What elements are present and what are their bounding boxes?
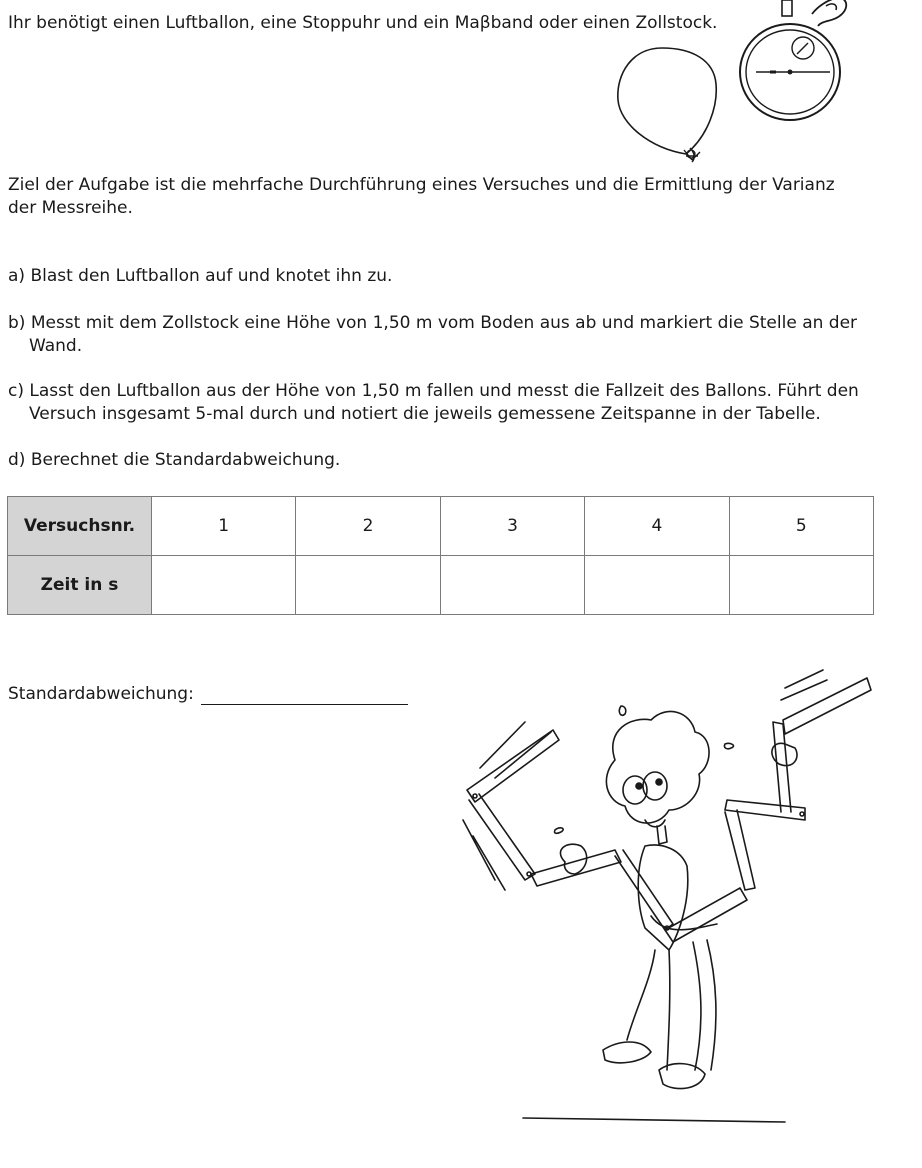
stopwatch-icon <box>734 0 850 124</box>
trial-number-cell: 3 <box>440 497 584 556</box>
time-cell[interactable] <box>152 556 296 615</box>
table-row <box>8 556 874 615</box>
time-cell[interactable] <box>296 556 440 615</box>
time-header: Zeit in s <box>8 556 152 615</box>
std-dev-answer-line[interactable] <box>201 704 408 705</box>
task-b: b) Messt mit dem Zollstock eine Höhe von 1,50 m vom Boden aus ab und markiert die Stelle an der Wand. <box>8 313 858 356</box>
time-cell[interactable] <box>585 556 729 615</box>
task-d: d) Berechnet die Standardabweichung. <box>8 450 341 470</box>
time-cell[interactable] <box>729 556 873 615</box>
task-c: c) Lasst den Luftballon aus der Höhe von 1,50 m fallen und messt die Fallzeit des Ballons. Führt den Versuch insgesamt 5-mal durch und notiert die jeweils gemessene Zeitspanne in der Tabelle. <box>8 381 859 424</box>
trial-number-cell: 1 <box>152 497 296 556</box>
task-a: a) Blast den Luftballon auf und knotet ihn zu. <box>8 266 393 286</box>
trial-number-cell: 2 <box>296 497 440 556</box>
person-with-folding-ruler-illustration <box>455 660 875 1140</box>
trial-number-header: Versuchsnr. <box>8 497 152 556</box>
measurement-table <box>7 496 874 615</box>
materials-text: Ihr benötigt einen Luftballon, eine Stoppuhr und ein Maβband oder einen Zollstock. <box>8 13 718 33</box>
goal-text: Ziel der Aufgabe ist die mehrfache Durchführung eines Versuches und die Ermittlung der Varianz der Messreihe. <box>8 175 835 218</box>
balloon-icon <box>612 44 720 164</box>
time-cell[interactable] <box>440 556 584 615</box>
trial-number-cell: 5 <box>729 497 873 556</box>
trial-number-cell: 4 <box>585 497 729 556</box>
std-dev-label: Standardabweichung: <box>8 684 194 704</box>
table-row <box>8 497 874 556</box>
